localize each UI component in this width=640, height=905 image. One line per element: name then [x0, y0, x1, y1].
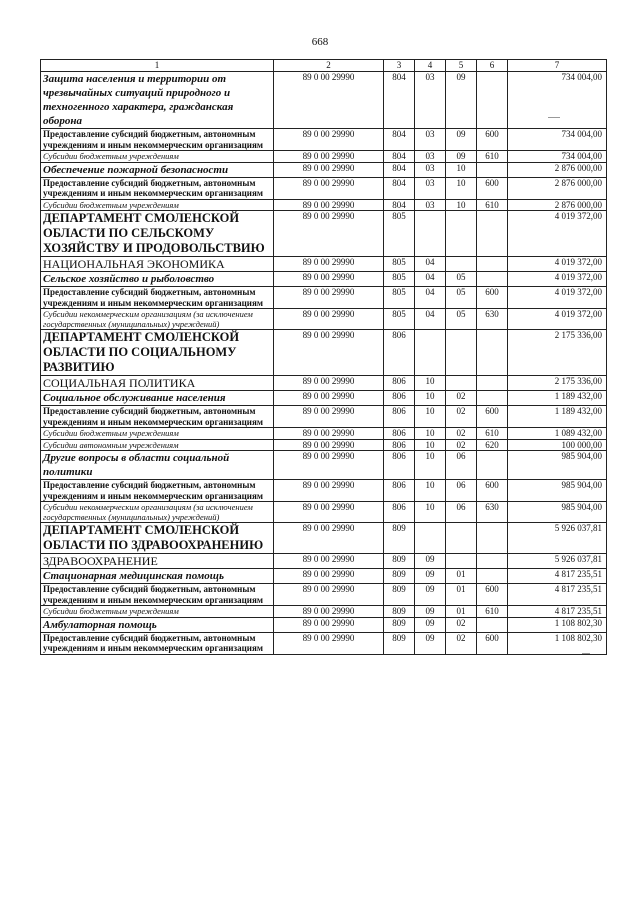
subsection-code-cell: 02: [446, 632, 477, 654]
target-code-cell: 89 0 00 29990: [274, 617, 384, 632]
item-name-cell: Субсидии бюджетным учреждениям: [41, 606, 274, 618]
department-code-cell: 806: [384, 376, 415, 391]
subsection-code-cell: [446, 523, 477, 554]
target-code-cell: 89 0 00 29990: [274, 451, 384, 480]
table-row: [41, 451, 607, 480]
table-row: [41, 211, 607, 257]
amount-cell: 5 926 037,81: [508, 523, 607, 554]
target-code-cell: 89 0 00 29990: [274, 554, 384, 569]
item-name-cell: Предоставление субсидий бюджетным, автономным учреждениям и иным некоммерческим организациям: [41, 632, 274, 654]
page-number: 668: [311, 36, 329, 48]
subsection-code-cell: 06: [446, 502, 477, 523]
department-code-cell: 805: [384, 287, 415, 309]
expense-type-cell: [477, 569, 508, 584]
subsection-code-cell: 02: [446, 439, 477, 451]
table-row: [41, 554, 607, 569]
subsection-code-cell: [446, 554, 477, 569]
target-code-cell: 89 0 00 29990: [274, 428, 384, 440]
section-code-cell: 09: [415, 569, 446, 584]
subsection-code-cell: 05: [446, 309, 477, 330]
table-body: [41, 72, 607, 655]
section-code-cell: 10: [415, 406, 446, 428]
item-name-cell: Предоставление субсидий бюджетным, автономным учреждениям и иным некоммерческим организациям: [41, 480, 274, 502]
expense-type-cell: [477, 617, 508, 632]
department-code-cell: 805: [384, 272, 415, 287]
section-code-cell: 03: [415, 129, 446, 151]
section-code-cell: 10: [415, 376, 446, 391]
table-row: [41, 617, 607, 632]
item-name-cell: ЗДРАВООХРАНЕНИЕ: [41, 554, 274, 569]
table-row: [41, 309, 607, 330]
item-name-cell: Предоставление субсидий бюджетным, автономным учреждениям и иным некоммерческим организациям: [41, 177, 274, 199]
section-code-cell: 04: [415, 257, 446, 272]
table-row: [41, 606, 607, 618]
section-code-cell: 10: [415, 439, 446, 451]
budget-table: [40, 59, 607, 655]
expense-type-cell: 630: [477, 502, 508, 523]
target-code-cell: 89 0 00 29990: [274, 129, 384, 151]
department-code-cell: 805: [384, 309, 415, 330]
section-code-cell: [415, 523, 446, 554]
expense-type-cell: [477, 272, 508, 287]
section-code-cell: 04: [415, 287, 446, 309]
subsection-code-cell: 02: [446, 428, 477, 440]
department-code-cell: 805: [384, 211, 415, 257]
item-name-cell: Амбулаторная помощь: [41, 617, 274, 632]
subsection-code-cell: 09: [446, 151, 477, 163]
subsection-code-cell: 09: [446, 72, 477, 129]
column-header: 4: [415, 60, 446, 72]
target-code-cell: 89 0 00 29990: [274, 309, 384, 330]
column-header: 1: [41, 60, 274, 72]
item-name-cell: Субсидии некоммерческим организациям (за исключением государственных (муниципальных) учреждений): [41, 309, 274, 330]
department-code-cell: 806: [384, 391, 415, 406]
table-row: [41, 523, 607, 554]
expense-type-cell: [477, 211, 508, 257]
target-code-cell: 89 0 00 29990: [274, 480, 384, 502]
section-code-cell: 03: [415, 151, 446, 163]
amount-cell: 4 817 235,51: [508, 606, 607, 618]
table-row: [41, 632, 607, 654]
section-code-cell: 10: [415, 502, 446, 523]
table-row: [41, 480, 607, 502]
subsection-code-cell: [446, 257, 477, 272]
table-row: [41, 569, 607, 584]
item-name-cell: Предоставление субсидий бюджетным, автономным учреждениям и иным некоммерческим организациям: [41, 287, 274, 309]
expense-type-cell: 600: [477, 480, 508, 502]
amount-cell: 1 189 432,00: [508, 391, 607, 406]
expense-type-cell: [477, 72, 508, 129]
section-code-cell: 10: [415, 451, 446, 480]
header-row: [41, 60, 607, 72]
item-name-cell: Социальное обслуживание населения: [41, 391, 274, 406]
amount-cell: 2 876 000,00: [508, 199, 607, 211]
table-row: [41, 584, 607, 606]
amount-cell: 4 019 372,00: [508, 309, 607, 330]
section-code-cell: 09: [415, 632, 446, 654]
target-code-cell: 89 0 00 29990: [274, 177, 384, 199]
table-row: [41, 257, 607, 272]
table-row: [41, 391, 607, 406]
item-name-cell: НАЦИОНАЛЬНАЯ ЭКОНОМИКА: [41, 257, 274, 272]
department-code-cell: 806: [384, 439, 415, 451]
section-code-cell: 10: [415, 480, 446, 502]
department-code-cell: 806: [384, 428, 415, 440]
target-code-cell: 89 0 00 29990: [274, 584, 384, 606]
target-code-cell: 89 0 00 29990: [274, 211, 384, 257]
amount-cell: 4 019 372,00: [508, 287, 607, 309]
department-code-cell: 809: [384, 584, 415, 606]
amount-cell: 2 876 000,00: [508, 177, 607, 199]
amount-cell: 4 019 372,00: [508, 272, 607, 287]
department-code-cell: 806: [384, 480, 415, 502]
subsection-code-cell: 02: [446, 406, 477, 428]
expense-type-cell: 610: [477, 199, 508, 211]
expense-type-cell: [477, 451, 508, 480]
expense-type-cell: [477, 391, 508, 406]
amount-cell: 734 004,00: [508, 129, 607, 151]
subsection-code-cell: 06: [446, 480, 477, 502]
target-code-cell: 89 0 00 29990: [274, 72, 384, 129]
subsection-code-cell: 06: [446, 451, 477, 480]
expense-type-cell: 630: [477, 309, 508, 330]
expense-type-cell: [477, 554, 508, 569]
scan-speck: [582, 653, 590, 654]
amount-cell: 4 817 235,51: [508, 584, 607, 606]
department-code-cell: 806: [384, 502, 415, 523]
column-header: 2: [274, 60, 384, 72]
expense-type-cell: [477, 330, 508, 376]
expense-type-cell: 600: [477, 129, 508, 151]
target-code-cell: 89 0 00 29990: [274, 272, 384, 287]
subsection-code-cell: 10: [446, 162, 477, 177]
subsection-code-cell: 10: [446, 199, 477, 211]
subsection-code-cell: [446, 330, 477, 376]
amount-cell: 1 089 432,00: [508, 428, 607, 440]
subsection-code-cell: [446, 211, 477, 257]
table-row: [41, 162, 607, 177]
department-code-cell: 804: [384, 129, 415, 151]
expense-type-cell: [477, 376, 508, 391]
target-code-cell: 89 0 00 29990: [274, 376, 384, 391]
target-code-cell: 89 0 00 29990: [274, 257, 384, 272]
table-row: [41, 406, 607, 428]
amount-cell: 1 189 432,00: [508, 406, 607, 428]
amount-cell: 985 904,00: [508, 451, 607, 480]
amount-cell: 100 000,00: [508, 439, 607, 451]
target-code-cell: 89 0 00 29990: [274, 391, 384, 406]
section-code-cell: 03: [415, 177, 446, 199]
target-code-cell: 89 0 00 29990: [274, 406, 384, 428]
department-code-cell: 806: [384, 451, 415, 480]
target-code-cell: 89 0 00 29990: [274, 162, 384, 177]
subsection-code-cell: 01: [446, 569, 477, 584]
target-code-cell: 89 0 00 29990: [274, 439, 384, 451]
table-row: [41, 199, 607, 211]
table-row: [41, 376, 607, 391]
subsection-code-cell: 05: [446, 272, 477, 287]
table-row: [41, 151, 607, 163]
target-code-cell: 89 0 00 29990: [274, 199, 384, 211]
section-code-cell: 09: [415, 554, 446, 569]
target-code-cell: 89 0 00 29990: [274, 330, 384, 376]
subsection-code-cell: 09: [446, 129, 477, 151]
amount-cell: 4 019 372,00: [508, 257, 607, 272]
table-row: [41, 177, 607, 199]
subsection-code-cell: 05: [446, 287, 477, 309]
item-name-cell: Сельское хозяйство и рыболовство: [41, 272, 274, 287]
expense-type-cell: 610: [477, 606, 508, 618]
subsection-code-cell: 02: [446, 617, 477, 632]
item-name-cell: ДЕПАРТАМЕНТ СМОЛЕНСКОЙ ОБЛАСТИ ПО СЕЛЬСКОМУ ХОЗЯЙСТВУ И ПРОДОВОЛЬСТВИЮ: [41, 211, 274, 257]
item-name-cell: Субсидии бюджетным учреждениям: [41, 151, 274, 163]
amount-cell: 1 108 802,30: [508, 617, 607, 632]
item-name-cell: Защита населения и территории от чрезвычайных ситуаций природного и техногенного характера, гражданская оборона: [41, 72, 274, 129]
item-name-cell: Предоставление субсидий бюджетным, автономным учреждениям и иным некоммерческим организациям: [41, 406, 274, 428]
scan-speck: [548, 117, 560, 118]
amount-cell: 985 904,00: [508, 502, 607, 523]
column-header: 3: [384, 60, 415, 72]
table-row: [41, 287, 607, 309]
department-code-cell: 809: [384, 523, 415, 554]
department-code-cell: 809: [384, 569, 415, 584]
department-code-cell: 804: [384, 162, 415, 177]
table-row: [41, 272, 607, 287]
section-code-cell: 10: [415, 428, 446, 440]
department-code-cell: 805: [384, 257, 415, 272]
amount-cell: 734 004,00: [508, 151, 607, 163]
section-code-cell: 04: [415, 272, 446, 287]
item-name-cell: Предоставление субсидий бюджетным, автономным учреждениям и иным некоммерческим организациям: [41, 584, 274, 606]
subsection-code-cell: 01: [446, 584, 477, 606]
department-code-cell: 809: [384, 632, 415, 654]
department-code-cell: 804: [384, 177, 415, 199]
expense-type-cell: 600: [477, 177, 508, 199]
amount-cell: 2 175 336,00: [508, 376, 607, 391]
table-row: [41, 72, 607, 129]
target-code-cell: 89 0 00 29990: [274, 523, 384, 554]
target-code-cell: 89 0 00 29990: [274, 151, 384, 163]
table-row: [41, 330, 607, 376]
item-name-cell: Субсидии бюджетным учреждениям: [41, 428, 274, 440]
target-code-cell: 89 0 00 29990: [274, 632, 384, 654]
expense-type-cell: 600: [477, 632, 508, 654]
amount-cell: 985 904,00: [508, 480, 607, 502]
expense-type-cell: [477, 523, 508, 554]
section-code-cell: 10: [415, 391, 446, 406]
item-name-cell: Стационарная медицинская помощь: [41, 569, 274, 584]
expense-type-cell: 600: [477, 584, 508, 606]
department-code-cell: 806: [384, 330, 415, 376]
expense-type-cell: [477, 162, 508, 177]
section-code-cell: 04: [415, 309, 446, 330]
column-header: 5: [446, 60, 477, 72]
section-code-cell: 03: [415, 162, 446, 177]
table-row: [41, 502, 607, 523]
section-code-cell: 03: [415, 72, 446, 129]
amount-cell: 4 817 235,51: [508, 569, 607, 584]
section-code-cell: 03: [415, 199, 446, 211]
amount-cell: 734 004,00: [508, 72, 607, 129]
subsection-code-cell: 01: [446, 606, 477, 618]
target-code-cell: 89 0 00 29990: [274, 606, 384, 618]
item-name-cell: Субсидии некоммерческим организациям (за исключением государственных (муниципальных) учреждений): [41, 502, 274, 523]
subsection-code-cell: 02: [446, 391, 477, 406]
expense-type-cell: 600: [477, 406, 508, 428]
table-row: [41, 439, 607, 451]
section-code-cell: 09: [415, 617, 446, 632]
department-code-cell: 806: [384, 406, 415, 428]
table-row: [41, 428, 607, 440]
expense-type-cell: 620: [477, 439, 508, 451]
department-code-cell: 809: [384, 606, 415, 618]
department-code-cell: 804: [384, 199, 415, 211]
section-code-cell: [415, 330, 446, 376]
target-code-cell: 89 0 00 29990: [274, 569, 384, 584]
item-name-cell: Субсидии автономным учреждениям: [41, 439, 274, 451]
expense-type-cell: [477, 257, 508, 272]
item-name-cell: ДЕПАРТАМЕНТ СМОЛЕНСКОЙ ОБЛАСТИ ПО ЗДРАВООХРАНЕНИЮ: [41, 523, 274, 554]
subsection-code-cell: 10: [446, 177, 477, 199]
expense-type-cell: 610: [477, 428, 508, 440]
expense-type-cell: 600: [477, 287, 508, 309]
amount-cell: 2 175 336,00: [508, 330, 607, 376]
target-code-cell: 89 0 00 29990: [274, 287, 384, 309]
expense-type-cell: 610: [477, 151, 508, 163]
section-code-cell: 09: [415, 606, 446, 618]
item-name-cell: СОЦИАЛЬНАЯ ПОЛИТИКА: [41, 376, 274, 391]
subsection-code-cell: [446, 376, 477, 391]
department-code-cell: 809: [384, 554, 415, 569]
section-code-cell: 09: [415, 584, 446, 606]
amount-cell: 5 926 037,81: [508, 554, 607, 569]
item-name-cell: ДЕПАРТАМЕНТ СМОЛЕНСКОЙ ОБЛАСТИ ПО СОЦИАЛЬНОМУ РАЗВИТИЮ: [41, 330, 274, 376]
section-code-cell: [415, 211, 446, 257]
department-code-cell: 804: [384, 72, 415, 129]
amount-cell: 4 019 372,00: [508, 211, 607, 257]
amount-cell: 1 108 802,30: [508, 632, 607, 654]
item-name-cell: Субсидии бюджетным учреждениям: [41, 199, 274, 211]
item-name-cell: Обеспечение пожарной безопасности: [41, 162, 274, 177]
target-code-cell: 89 0 00 29990: [274, 502, 384, 523]
item-name-cell: Другие вопросы в области социальной политики: [41, 451, 274, 480]
department-code-cell: 809: [384, 617, 415, 632]
column-header: 7: [508, 60, 607, 72]
column-header: 6: [477, 60, 508, 72]
table-row: [41, 129, 607, 151]
item-name-cell: Предоставление субсидий бюджетным, автономным учреждениям и иным некоммерческим организациям: [41, 129, 274, 151]
amount-cell: 2 876 000,00: [508, 162, 607, 177]
department-code-cell: 804: [384, 151, 415, 163]
